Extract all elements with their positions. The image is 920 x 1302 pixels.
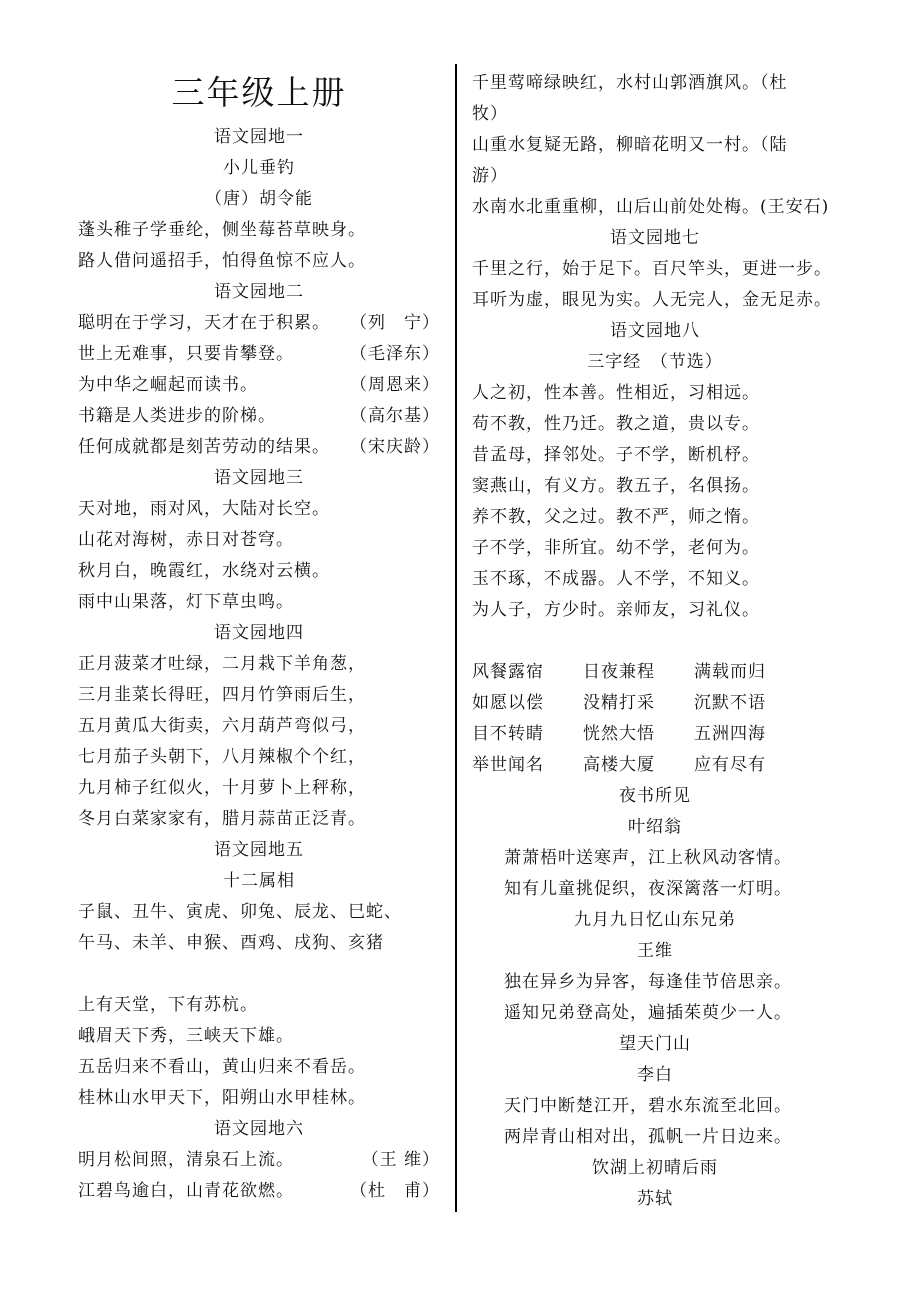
quote-text: 江碧鸟逾白，山青花欲燃。	[78, 1181, 294, 1201]
saying-line: 五岳归来不看山，黄山归来不看岳。	[78, 1057, 366, 1077]
poem-author: 苏轼	[637, 1189, 673, 1209]
quote-source: （杜 甫）	[350, 1181, 440, 1201]
section-subtitle: 三字经 （节选）	[587, 352, 723, 372]
couplet-line: 山花对海树，赤日对苍穹。	[78, 530, 294, 550]
classic-line: 人之初，性本善。性相近，习相远。	[472, 383, 760, 403]
poem-author: 李白	[637, 1065, 673, 1085]
section-heading: 语文园地六	[214, 1119, 304, 1139]
quote-source: （周恩来）	[350, 375, 440, 395]
poem-line: 两岸青山相对出，孤帆一片日边来。	[504, 1127, 792, 1147]
section-heading: 语文园地八	[610, 321, 700, 341]
rhyme-line: 九月柿子红似火，十月萝卜上秤称，	[78, 778, 366, 798]
right-column	[472, 68, 838, 1215]
idiom: 五洲四海	[694, 724, 766, 744]
spacer	[472, 626, 838, 657]
idiom: 没精打采	[583, 693, 655, 713]
idiom: 应有尽有	[694, 755, 766, 775]
rhyme-line: 七月茄子头朝下，八月辣椒个个红，	[78, 747, 366, 767]
proverb-line: 千里之行，始于足下。百尺竿头，更进一步。	[472, 259, 832, 279]
idiom-row	[472, 719, 838, 750]
rhyme-line: 五月黄瓜大街卖，六月葫芦弯似弓，	[78, 716, 366, 736]
quote-line	[78, 308, 440, 339]
poem-line: 天门中断楚江开，碧水东流至北回。	[504, 1096, 792, 1116]
section-heading: 语文园地七	[610, 228, 700, 248]
classic-line: 苟不教，性乃迁。教之道，贵以专。	[472, 414, 760, 434]
quote-line: 牧）	[472, 104, 508, 124]
classic-line: 养不教，父之过。教不严，师之惰。	[472, 507, 760, 527]
quote-line: 游）	[472, 166, 508, 186]
poem-line: 萧萧梧叶送寒声，江上秋风动客情。	[504, 848, 792, 868]
quote-line	[78, 432, 440, 463]
idiom: 如愿以偿	[472, 693, 544, 713]
quote-source: （高尔基）	[350, 406, 440, 426]
quote-text: 为中华之崛起而读书。	[78, 375, 258, 395]
section-heading: 语文园地三	[214, 468, 304, 488]
quote-text: 世上无难事，只要肯攀登。	[78, 344, 294, 364]
quote-line	[78, 339, 440, 370]
poem-title: 夜书所见	[619, 786, 691, 806]
proverb-line: 耳听为虚，眼见为实。人无完人，金无足赤。	[472, 290, 832, 310]
idiom: 高楼大厦	[583, 755, 655, 775]
saying-line: 桂林山水甲天下，阳朔山水甲桂林。	[78, 1088, 366, 1108]
section-heading: 语文园地四	[214, 623, 304, 643]
saying-line: 上有天堂，下有苏杭。	[78, 995, 258, 1015]
poem-line: 遥知兄弟登高处，遍插茱萸少一人。	[504, 1003, 792, 1023]
quote-source: （列 宁）	[350, 313, 440, 333]
zodiac-line: 子鼠、丑牛、寅虎、卯兔、辰龙、巳蛇、	[78, 902, 402, 922]
couplet-line: 秋月白，晚霞红，水绕对云横。	[78, 561, 330, 581]
section-subtitle: 十二属相	[223, 871, 295, 891]
quote-line	[78, 1145, 440, 1176]
quote-line: 水南水北重重柳，山后山前处处梅。(王安石)	[472, 197, 830, 217]
quote-text: 聪明在于学习，天才在于积累。	[78, 313, 330, 333]
poem-author: 叶绍翁	[628, 817, 682, 837]
poem-author: （唐）胡令能	[205, 189, 313, 209]
quote-source: （毛泽东）	[350, 344, 440, 364]
column-divider	[455, 64, 457, 1212]
rhyme-line: 三月韭菜长得旺，四月竹笋雨后生，	[78, 685, 366, 705]
couplet-line: 雨中山果落，灯下草虫鸣。	[78, 592, 294, 612]
idiom: 风餐露宿	[472, 662, 544, 682]
quote-source: （王 维）	[361, 1150, 440, 1170]
quote-text: 书籍是人类进步的阶梯。	[78, 406, 276, 426]
idiom: 日夜兼程	[583, 662, 655, 682]
saying-line: 峨眉天下秀，三峡天下雄。	[78, 1026, 294, 1046]
spacer	[78, 959, 440, 990]
idiom: 恍然大悟	[583, 724, 655, 744]
quote-line: 千里莺啼绿映红，水村山郭酒旗风。（杜	[472, 73, 788, 93]
idiom: 目不转睛	[472, 724, 544, 744]
quote-line	[78, 1176, 440, 1207]
zodiac-line: 午马、未羊、申猴、酉鸡、戌狗、亥猪	[78, 933, 384, 953]
couplet-line: 天对地，雨对风，大陆对长空。	[78, 499, 330, 519]
quote-text: 明月松间照，清泉石上流。	[78, 1150, 294, 1170]
classic-line: 窦燕山，有义方。教五子，名俱扬。	[472, 476, 760, 496]
page-title: 三年级上册	[171, 73, 347, 112]
poem-title: 九月九日忆山东兄弟	[574, 910, 736, 930]
poem-line: 独在异乡为异客，每逢佳节倍思亲。	[504, 972, 792, 992]
idiom-row	[472, 657, 838, 688]
poem-title: 小儿垂钓	[223, 158, 295, 178]
idiom: 举世闻名	[472, 755, 544, 775]
quote-line	[78, 370, 440, 401]
classic-line: 昔孟母，择邻处。子不学，断机杼。	[472, 445, 760, 465]
poem-title: 饮湖上初晴后雨	[592, 1158, 718, 1178]
rhyme-line: 正月菠菜才吐绿，二月栽下羊角葱，	[78, 654, 366, 674]
quote-source: （宋庆龄）	[350, 437, 440, 457]
section-heading: 语文园地五	[214, 840, 304, 860]
idiom: 满载而归	[694, 662, 766, 682]
classic-line: 子不学，非所宜。幼不学，老何为。	[472, 538, 760, 558]
rhyme-line: 冬月白菜家家有，腊月蒜苗正泛青。	[78, 809, 366, 829]
idiom: 沉默不语	[694, 693, 766, 713]
section-heading: 语文园地一	[214, 127, 304, 147]
classic-line: 为人子，方少时。亲师友，习礼仪。	[472, 600, 760, 620]
quote-text: 任何成就都是刻苦劳动的结果。	[78, 437, 330, 457]
left-column	[78, 68, 440, 1207]
quote-line: 山重水复疑无路，柳暗花明又一村。（陆	[472, 135, 788, 155]
poem-title: 望天门山	[619, 1034, 691, 1054]
quote-line	[78, 401, 440, 432]
classic-line: 玉不琢，不成器。人不学，不知义。	[472, 569, 760, 589]
idiom-row	[472, 750, 838, 781]
poem-author: 王维	[637, 941, 673, 961]
poem-line: 知有儿童挑促织，夜深篱落一灯明。	[504, 879, 792, 899]
poem-line: 蓬头稚子学垂纶，侧坐莓苔草映身。	[78, 220, 366, 240]
poem-line: 路人借问遥招手，怕得鱼惊不应人。	[78, 251, 366, 271]
section-heading: 语文园地二	[214, 282, 304, 302]
idiom-row	[472, 688, 838, 719]
